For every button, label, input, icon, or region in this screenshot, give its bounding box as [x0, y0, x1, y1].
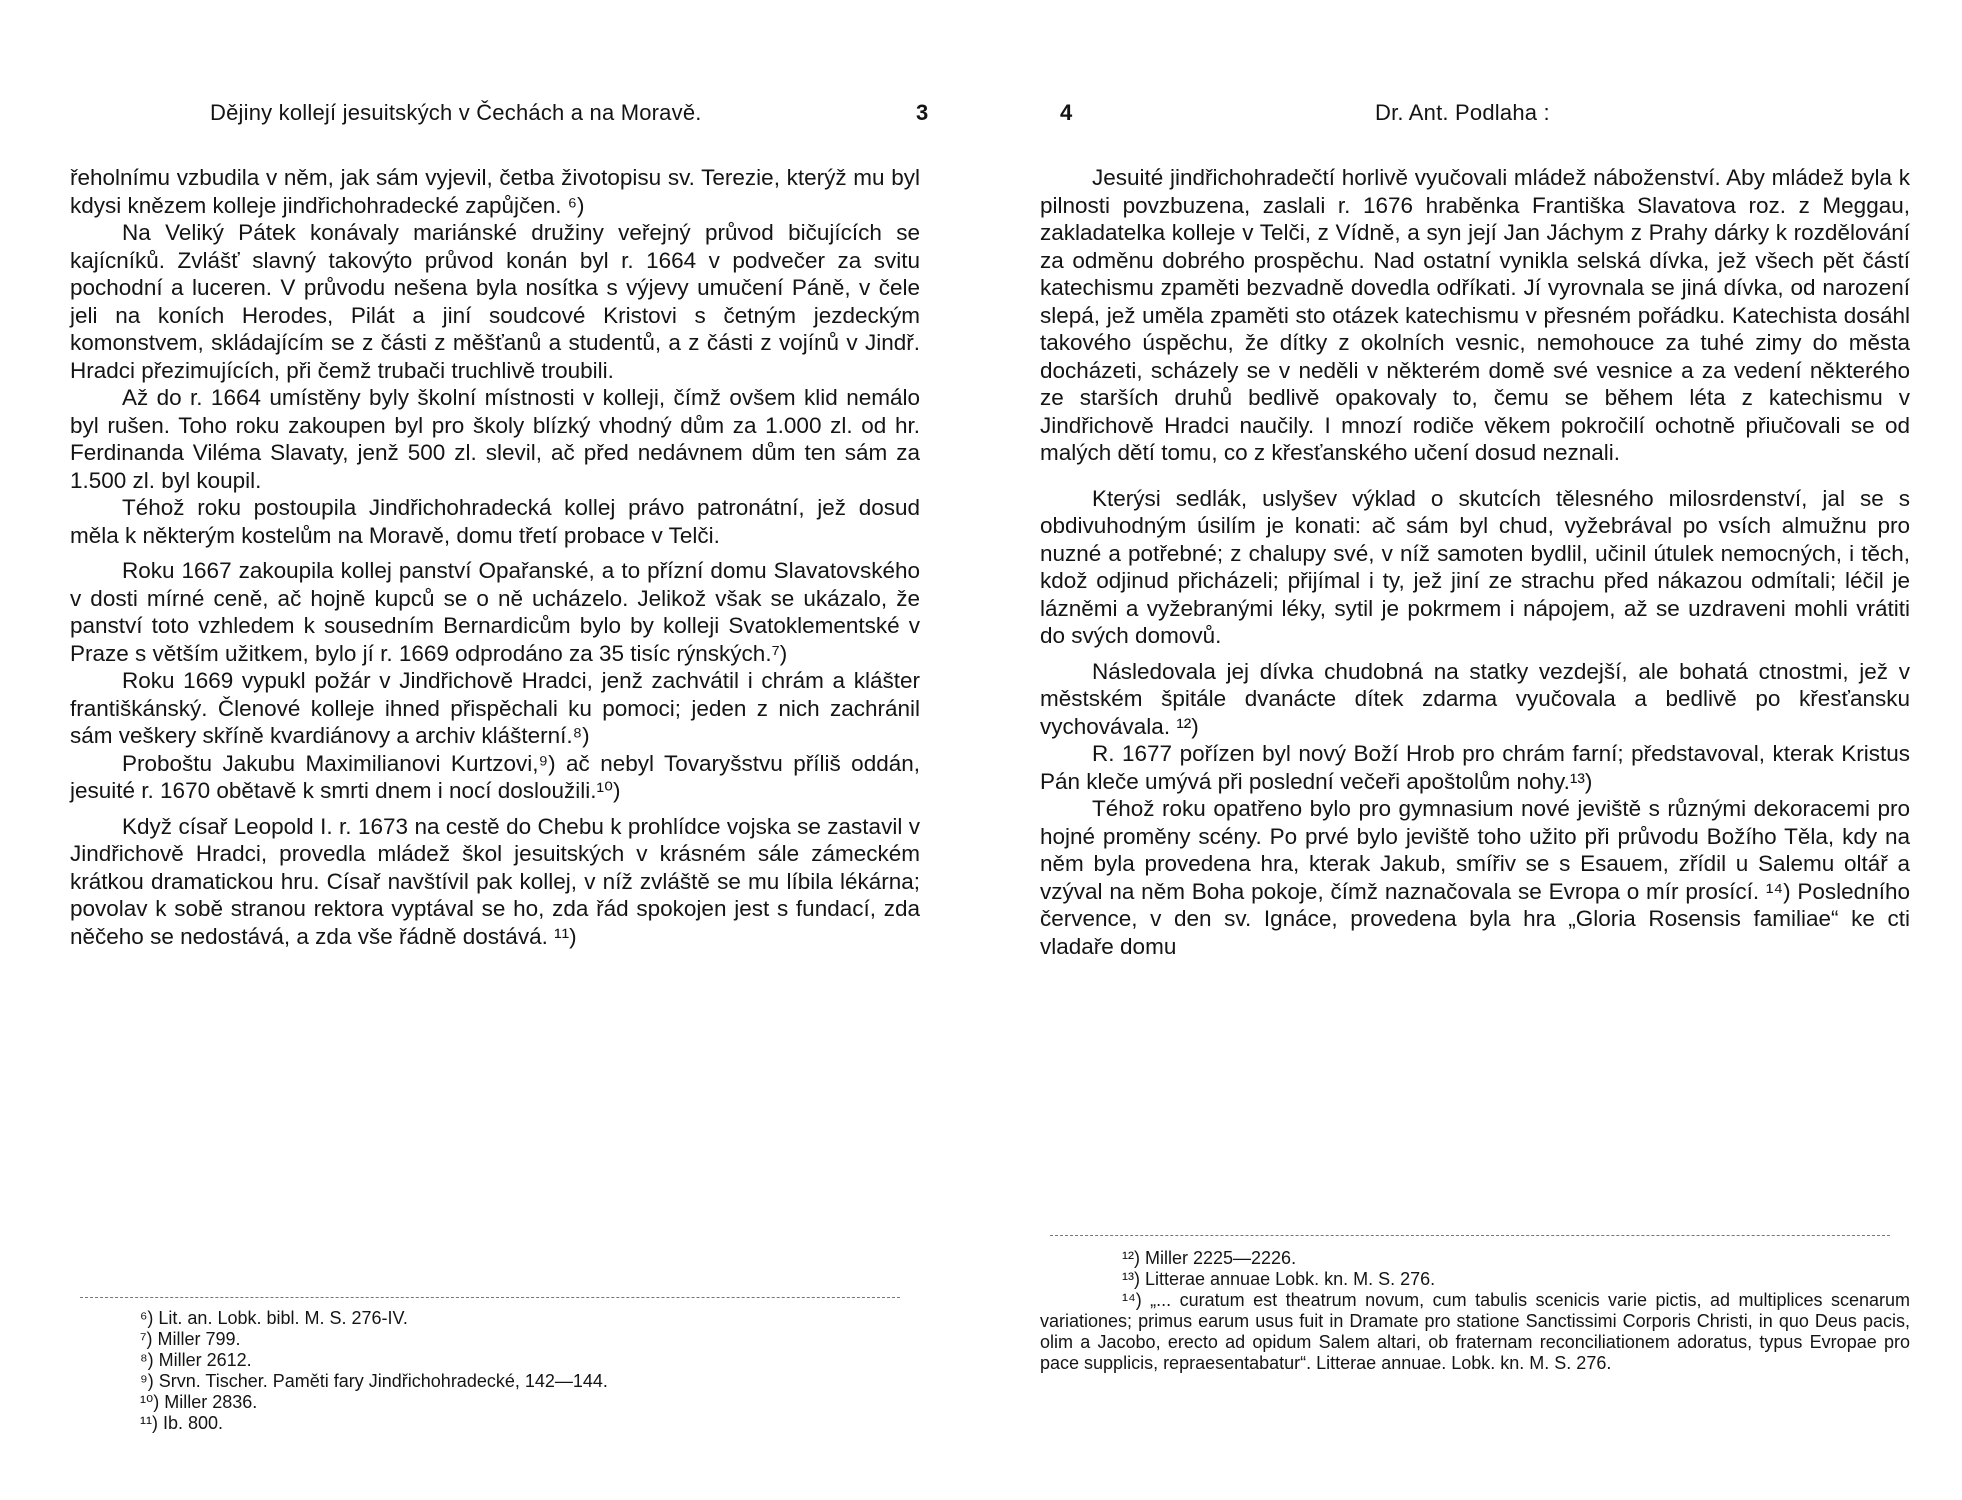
paragraph: Roku 1669 vypukl požár v Jindřichově Hradci, jenž zachvátil i chrám a klášter františkánský. Členové kolleje ihned přispěchali ku pomoci; jeden z nich zachránil sám veškery skříně kvardiánovy a archiv klášterní.⁸) — [70, 668, 920, 748]
body-text — [70, 164, 920, 950]
running-title: Dr. Ant. Podlaha : — [1375, 100, 1550, 125]
paragraph: řeholnímu vzbudila v něm, jak sám vyjevil, četba životopisu sv. Terezie, kterýž mu byl kdysi knězem kolleje jindřichohradecké zapůjčen. ⁶) — [70, 165, 920, 218]
right-page — [1040, 0, 1910, 1500]
paragraph: Následovala jej dívka chudobná na statky vezdejší, ale bohatá ctnostmi, jež v městském špitále dvanácte dítek zdarma vyučovala a bedlivě po křesťansku vychovávala. ¹²) — [1040, 658, 1910, 739]
paragraph: R. 1677 pořízen byl nový Boží Hrob pro chrám farní; představoval, kterak Kristus Pán klečе umývá při poslední večeři apoštolům nohy.¹³) — [1040, 741, 1910, 794]
paragraph: Na Veliký Pátek konávaly mariánské družiny veřejný průvod bičujících se kajícníků. Zvlášť slavný takovýto průvod konán byl r. 1664 v podvečer za svitu pochodní a luceren. V průvodu nešena byla nosítka s výjevy umučení Páně, v čele jeli na koních Herodes, Pilát a jiní soudcové Kristovi s četným jezdeckým komonstvem, skládajícím se z části z měšťanů a studentů, a z části z vojínů v Jindř. Hradci přezimujících, při čemž trubači truchlivě troubili. — [70, 220, 920, 383]
footnote: ¹²) Miller 2225—2226. — [1122, 1248, 1297, 1268]
paragraph: Proboštu Jakubu Maximilianovi Kurtzovi,⁹) ač nebyl Tovaryšstvu příliš oddán, jesuité r. 1670 obětavě k smrti dnem i nocí dosloužili.¹⁰) — [70, 750, 920, 803]
paragraph: Kterýsi sedlák, uslyšev výklad o skutcích tělesného milosrdenství, jal se s obdivuhodným úsilím je konati: ač sám byl chud, vyžebrával po vsích almužnu pro nuzné a potřebné; z chalupy své, v níž samoten bydlil, učinil útulek nemocných, i těch, kdož odjinud přicházeli; přijímal i ty, jež jiní ze strachu před nákazou odmítali; léčil je lázněmi a vyžebranými léky, sytil je pokrmem i nápojem, až se uzdraveni mohli vrátiti do svých domovů. — [1040, 485, 1910, 648]
paragraph: Roku 1667 zakoupila kollej panství Opařanské, a to přízní domu Slavatovského v dosti mírné ceně, ač hojně kupců se o ně ucházelo. Jelikož však se ukázalo, že panství toto vzhledem k sousedním Bernardicům bylo by kolleji Svatoklementské v Praze s větším užitkem, bylo jí r. 1669 odprodáno za 35 tisíc rýnských.⁷) — [70, 558, 920, 666]
footnote-rule — [1050, 1235, 1890, 1236]
footnote: ¹¹) Ib. 800. — [140, 1413, 224, 1433]
footnote: ¹⁰) Miller 2836. — [140, 1392, 258, 1412]
running-title: Dějiny kollejí jesuitských v Čechách a na Moravě. — [210, 100, 702, 125]
footnote: ⁷) Miller 799. — [140, 1329, 241, 1349]
footnote: ¹³) Litterae annuae Lobk. kn. M. S. 276. — [1122, 1269, 1436, 1289]
footnotes — [1040, 1248, 1910, 1374]
left-page — [70, 0, 929, 1500]
body-text — [1040, 164, 1910, 960]
paragraph: Když císař Leopold I. r. 1673 na cestě do Chebu k prohlídce vojska se zastavil v Jindřichově Hradci, provedla mládež škol jesuitských v krásném sále zámeckém krátkou dramatickou hru. Císař navštívil pak kollej, v níž zvláště se mu líbila lékárna; povolav k sobě stranou rektora vyptával se ho, zda řád spokojen jest s fundací, zda něčeho se nedostává, a zda vše řádně dostává. ¹¹) — [70, 813, 920, 949]
paragraph: Až do r. 1664 umístěny byly školní místnosti v kolleji, čímž ovšem klid nemálo byl rušen. Toho roku zakoupen byl pro školy blízký vhodný dům za 1.000 zl. od hr. Ferdinanda Viléma Slavaty, jenž 500 zl. slevil, ač před nedávnem dům ten sám za 1.500 zl. byl koupil. — [70, 385, 920, 493]
footnote-rule — [80, 1297, 900, 1298]
page-number: 4 — [1060, 100, 1073, 125]
page-number: 3 — [916, 100, 929, 125]
footnote: ⁹) Srvn. Tischer. Paměti fary Jindřichohradecké, 142—144. — [140, 1371, 608, 1391]
paragraph: Jesuité jindřichohradečtí horlivě vyučovali mládež náboženství. Aby mládež byla k pilnosti povzbuzena, zaslali r. 1676 hraběnka Františka Slavatova roz. z Meggau, zakladatelka kolleje v Telči, z Vídně, a syn její Jan Jáchym z Prahy dárky k rozdělování za odměnu dobrého prospěchu. Nad ostatní vynikla selská dívka, jež všech pět částí katechismu zpaměti bezvadně dovedla odříkati. Jí vyrovnala se jiná dívka, od narození slepá, jež uměla zpaměti sto otázek katechismu v přesném pořádku. Katechista dosáhl takového úspěchu, že dítky z okolních vesnic, nemohouce za tuhé zimy do města docházeti, scházely se v neděli v některém domě své vesnice a za vedení některého ze starších druhů bedlivě opakovaly to, čemu se během léta z katechismu v Jindřichově Hradci naučily. I mnozí rodiče věkem pokročilí ochotně přiučovali se od malých dětí tomu, co z křesťanského učení dosud neznali. — [1040, 165, 1910, 465]
footnotes — [70, 1308, 920, 1434]
footnote: ⁸) Miller 2612. — [140, 1350, 252, 1370]
paragraph: Téhož roku postoupila Jindřichohradecká kollej právo patronátní, jež dosud měla k některým kostelům na Moravě, domu třetí probace v Telči. — [70, 495, 920, 548]
paragraph: Téhož roku opatřeno bylo pro gymnasium nové jeviště s různými dekoracemi pro hojné proměny scény. Po prvé bylo jeviště toho užito při průvodu Božího Těla, kdy na něm byla provedena hra, kterak Jakub, smířiv se s Esauem, zřídil u Salemu oltář a vzýval na něm Boha pokoje, čímž naznačovala se Evropa o mír prosící. ¹⁴) Posledního července, v den sv. Ignáce, provedena byla hra „Gloria Rosensis familiae“ ke cti vladaře domu — [1040, 796, 1910, 959]
footnote: ¹⁴) „... curatum est theatrum novum, cum tabulis scenicis varie pictis, ad multiplices scenarum variationes; primus earum usus fuit in Dramate pro statione Sanctissimi Corporis Christi, in quo Deus pacis, olim a Jacobo, erecto ad opidum Salem altari, ob fraternam reconciliationem adoratus, typus Evropae pro pace supplicis, repraesentabatur“. Litterae annuae. Lobk. kn. M. S. 276. — [1040, 1290, 1910, 1373]
footnote: ⁶) Lit. an. Lobk. bibl. M. S. 276-IV. — [140, 1308, 408, 1328]
